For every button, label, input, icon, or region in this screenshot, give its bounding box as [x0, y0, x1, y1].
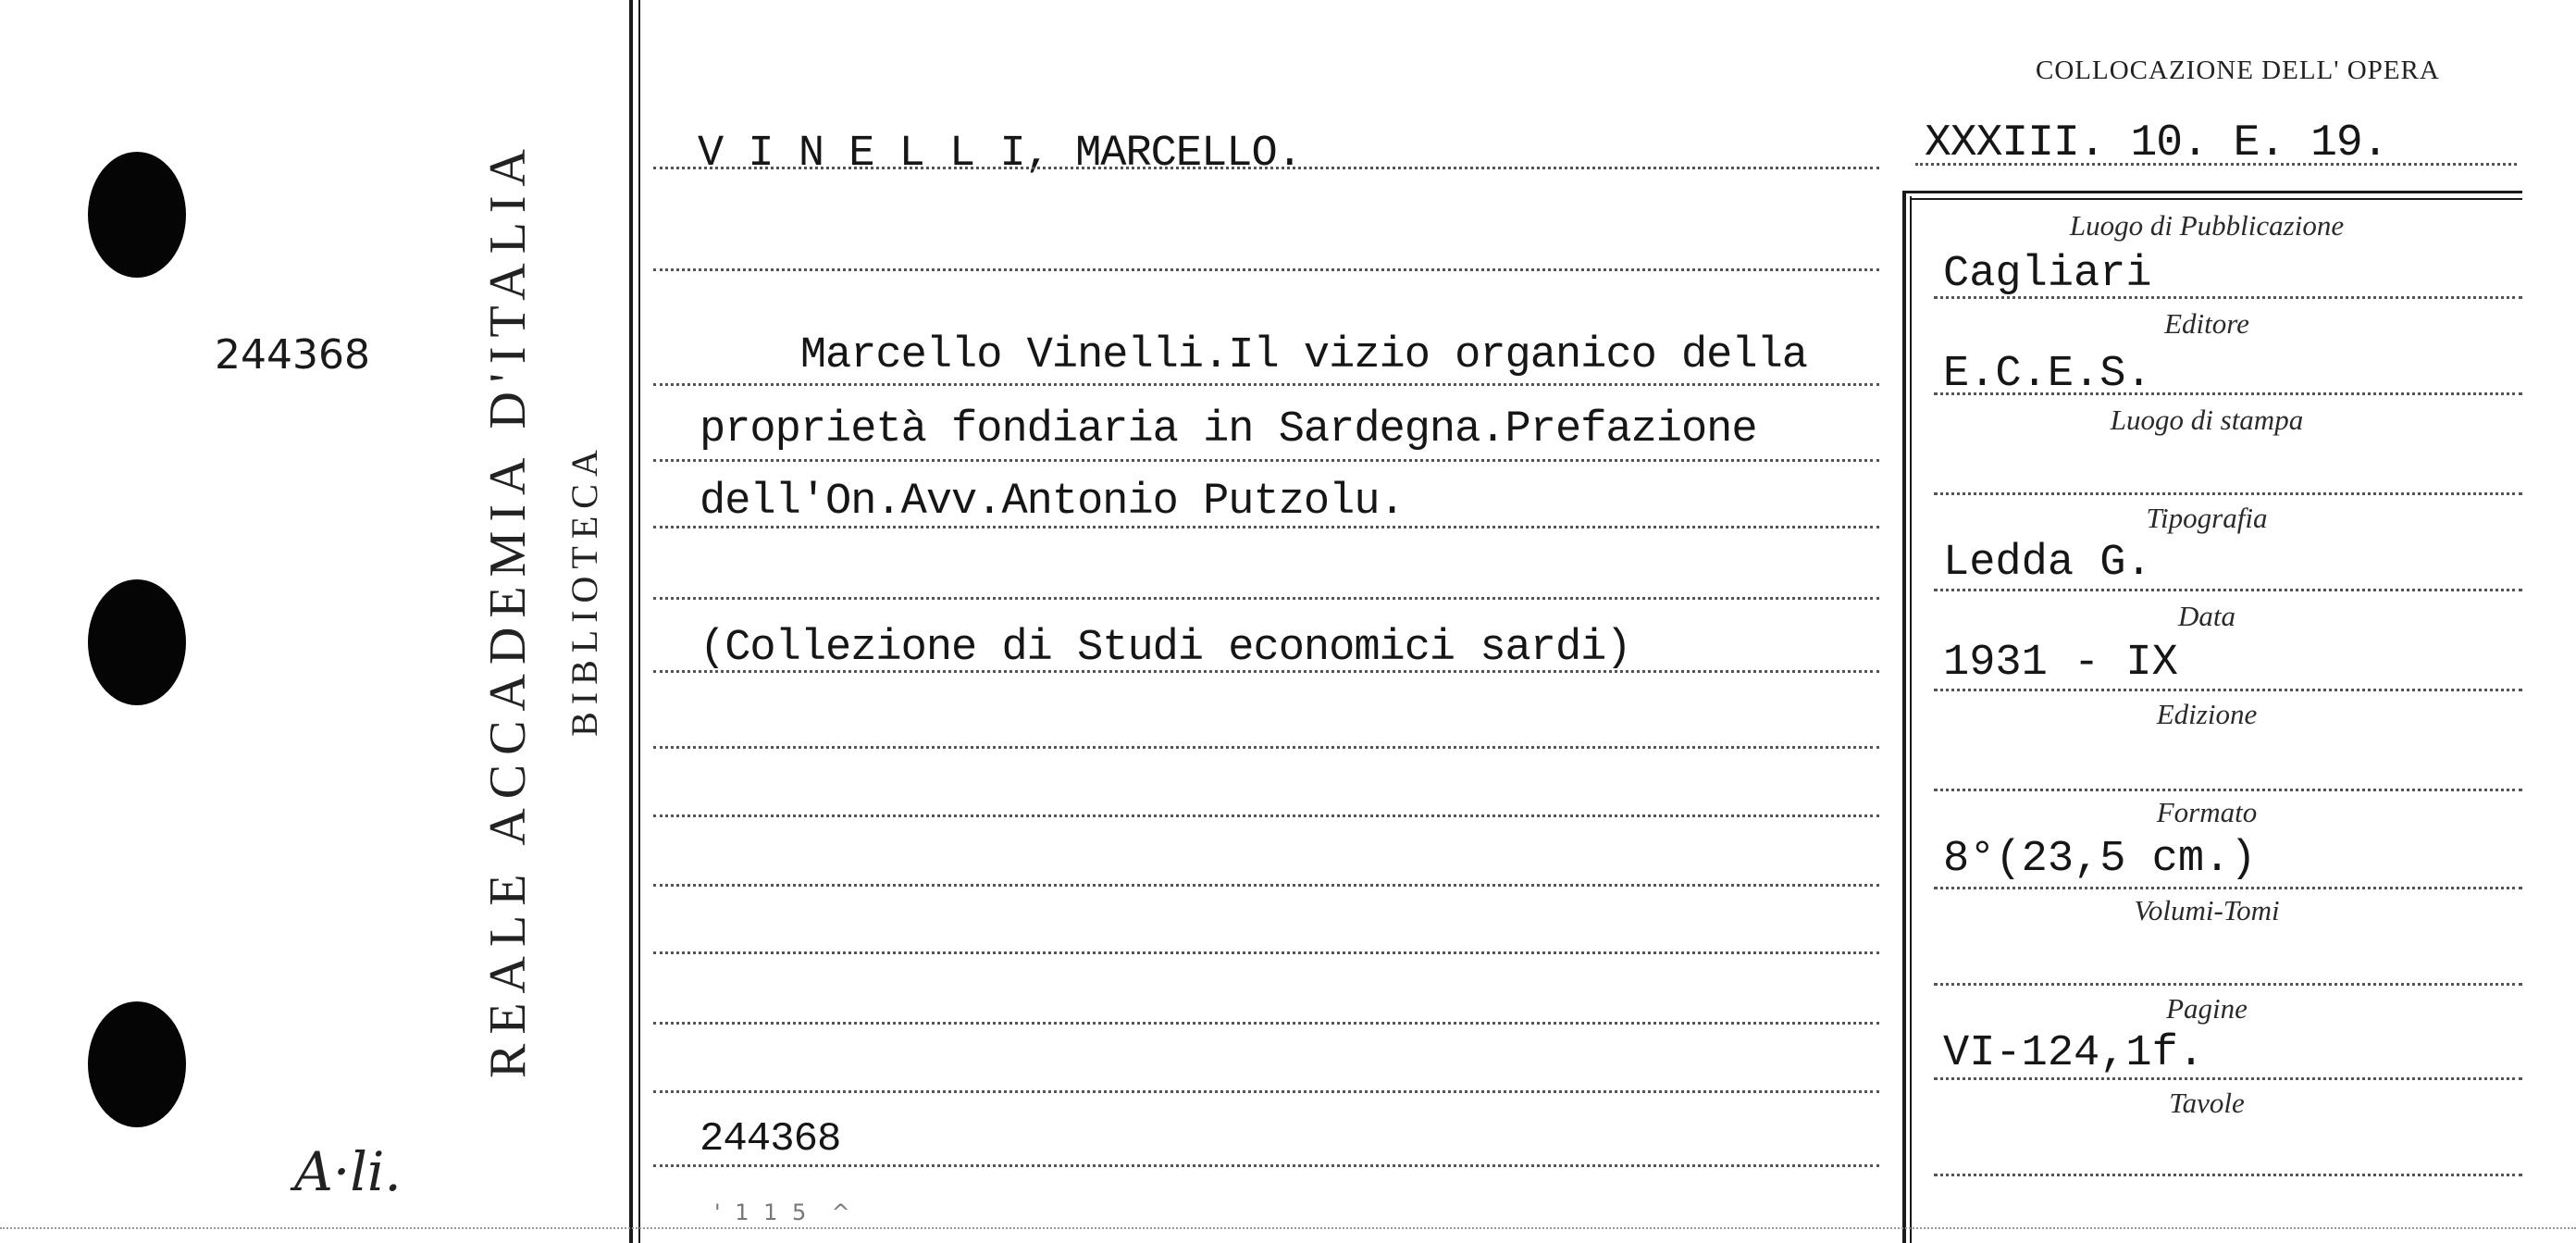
bottom-accession-number: 244368	[700, 1116, 841, 1162]
title-line-3: dell'On.Avv.Antonio Putzolu.	[700, 478, 1405, 527]
body-rule-12	[653, 1022, 1879, 1025]
label-publisher: Editore	[2164, 307, 2249, 340]
body-rule-9	[653, 814, 1879, 817]
rule-publisher	[1934, 392, 2522, 395]
label-pages: Pagine	[2166, 992, 2248, 1025]
label-plates: Tavole	[2169, 1087, 2245, 1119]
punch-hole-bottom	[88, 1001, 186, 1127]
body-rule-2	[653, 268, 1879, 271]
value-place-of-publication: Cagliari	[1943, 250, 2152, 299]
body-rule-8	[653, 746, 1879, 749]
body-rule-13	[653, 1090, 1879, 1093]
punch-hole-top	[88, 152, 186, 278]
rule-volumes	[1934, 983, 2522, 986]
series-note: (Collezione di Studi economici sardi)	[700, 624, 1631, 673]
body-rule-4	[653, 459, 1879, 462]
scan-bottom-edge	[0, 1227, 2576, 1229]
rule-format	[1934, 887, 2522, 889]
rule-edition	[1934, 789, 2522, 791]
value-format: 8°(23,5 cm.)	[1943, 835, 2257, 884]
rule-pages	[1934, 1077, 2522, 1080]
label-format: Formato	[2156, 796, 2258, 828]
body-rule-1	[653, 167, 1879, 169]
label-date: Data	[2178, 600, 2235, 632]
shelfmark-rule	[1915, 163, 2517, 166]
title-line-2: proprietà fondiaria in Sardegna.Prefazione	[700, 405, 1757, 454]
left-double-rule-a	[629, 0, 633, 1243]
rule-date	[1934, 689, 2522, 691]
value-pages: VI-124,1f.	[1943, 1029, 2205, 1078]
bottom-faint-mark: ' 1 1 5 ^	[714, 1199, 854, 1225]
institution-name: REALE ACCADEMIA D'ITALIA	[479, 140, 537, 1078]
rule-place-of-printing	[1934, 492, 2522, 495]
author-heading: V I N E L L I, MARCELLO.	[698, 130, 1302, 179]
body-rule-6	[653, 597, 1879, 600]
shelfmark-value: XXXIII. 10. E. 19.	[1925, 118, 2388, 168]
punch-hole-middle	[88, 579, 186, 705]
field-box-top-rule	[1902, 191, 2522, 193]
body-rule-11	[653, 951, 1879, 954]
title-line-1: Marcello Vinelli.Il vizio organico della	[700, 331, 1808, 380]
value-date: 1931 - IX	[1943, 639, 2178, 688]
label-edition: Edizione	[2156, 698, 2258, 730]
rule-place-of-publication	[1934, 296, 2522, 299]
body-rule-10	[653, 884, 1879, 887]
field-box-top-rule-inner	[1910, 198, 2522, 200]
library-label: BIBLIOTECA	[564, 442, 605, 737]
label-place-of-printing: Luogo di stampa	[2110, 404, 2304, 436]
rule-plates	[1934, 1174, 2522, 1176]
rule-printer	[1934, 589, 2522, 591]
value-printer: Ledda G.	[1943, 539, 2152, 588]
body-rule-3	[653, 383, 1879, 386]
body-rule-14	[653, 1164, 1879, 1167]
label-printer: Tipografia	[2146, 502, 2268, 534]
label-place-of-publication: Luogo di Pubblicazione	[2069, 209, 2345, 242]
value-publisher: E.C.E.S.	[1943, 350, 2152, 399]
handwritten-initials: A·li.	[294, 1140, 402, 1203]
shelfmark-caption: COLLOCAZIONE DELL' OPERA	[2036, 56, 2440, 85]
label-volumes: Volumi-Tomi	[2134, 894, 2280, 926]
left-double-rule-b	[638, 0, 640, 1243]
margin-accession-number: 244368	[215, 331, 370, 379]
